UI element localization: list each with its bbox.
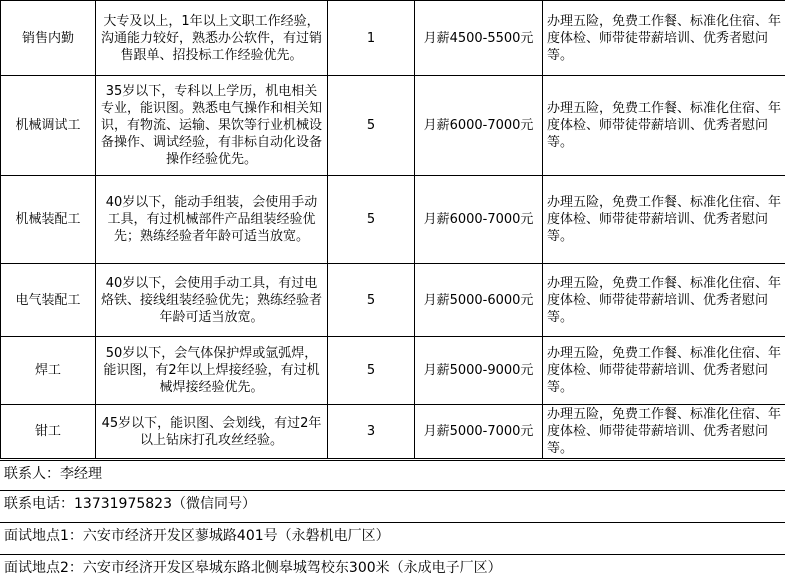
job-title: 机械装配工 (1, 176, 96, 264)
job-salary: 月薪5000-9000元 (415, 337, 543, 405)
job-benefits: 办理五险，免费工作餐、标准化住宿、年度体检、师带徒带薪培训、优秀者慰问等。 (543, 405, 785, 459)
job-row (1, 264, 785, 337)
job-headcount: 5 (328, 264, 415, 337)
job-row (1, 176, 785, 264)
job-salary: 月薪6000-7000元 (415, 176, 543, 264)
job-headcount: 3 (328, 405, 415, 459)
job-benefits: 办理五险，免费工作餐、标准化住宿、年度体检、师带徒带薪培训、优秀者慰问等。 (543, 264, 785, 337)
job-title: 销售内勤 (1, 1, 96, 76)
job-requirement: 45岁以下，能识图、会划线，有过2年以上钻床打孔攻丝经验。 (96, 405, 328, 459)
job-benefits: 办理五险，免费工作餐、标准化住宿、年度体检、师带徒带薪培训、优秀者慰问等。 (543, 1, 785, 76)
job-requirement: 40岁以下，会使用手动工具，有过电烙铁、接线组装经验优先；熟练经验者年龄可适当放宽。 (96, 264, 328, 337)
job-salary: 月薪4500-5500元 (415, 1, 543, 76)
job-salary: 月薪5000-6000元 (415, 264, 543, 337)
job-headcount: 1 (328, 1, 415, 76)
job-benefits: 办理五险，免费工作餐、标准化住宿、年度体检、师带徒带薪培训、优秀者慰问等。 (543, 337, 785, 405)
job-headcount: 5 (328, 76, 415, 176)
job-row (1, 337, 785, 405)
job-title: 焊工 (1, 337, 96, 405)
job-row (1, 76, 785, 176)
job-row (1, 405, 785, 459)
job-requirement: 40岁以下，能动手组装，会使用手动工具，有过机械部件产品组装经验优先；熟练经验者年龄可适当放宽。 (96, 176, 328, 264)
contact-person: 联系人：李经理 (0, 460, 785, 487)
interview-site-1: 面试地点1：六安市经济开发区蓼城路401号（永磐机电厂区） (0, 522, 785, 549)
job-row (1, 1, 785, 76)
job-title: 电气装配工 (1, 264, 96, 337)
contact-phone: 联系电话：13731975823（微信同号） (0, 490, 785, 517)
job-title: 机械调试工 (1, 76, 96, 176)
job-benefits: 办理五险，免费工作餐、标准化住宿、年度体检、师带徒带薪培训、优秀者慰问等。 (543, 176, 785, 264)
job-headcount: 5 (328, 337, 415, 405)
interview-site-2: 面试地点2：六安市经济开发区皋城东路北侧皋城驾校东300米（永成电子厂区） (0, 554, 785, 581)
job-title: 钳工 (1, 405, 96, 459)
job-headcount: 5 (328, 176, 415, 264)
job-salary: 月薪5000-7000元 (415, 405, 543, 459)
job-requirement: 35岁以下，专科以上学历，机电相关专业，能识图。熟悉电气操作和相关知识，有物流、运输、果饮等行业机械设备操作、调试经验，有非标自动化设备操作经验优先。 (96, 76, 328, 176)
job-benefits: 办理五险，免费工作餐、标准化住宿、年度体检、师带徒带薪培训、优秀者慰问等。 (543, 76, 785, 176)
job-salary: 月薪6000-7000元 (415, 76, 543, 176)
job-requirement: 大专及以上，1年以上文职工作经验，沟通能力较好，熟悉办公软件，有过销售跟单、招投标工作经验优先。 (96, 1, 328, 76)
job-requirement: 50岁以下，会气体保护焊或氩弧焊，能识图，有2年以上焊接经验，有过机械焊接经验优先。 (96, 337, 328, 405)
